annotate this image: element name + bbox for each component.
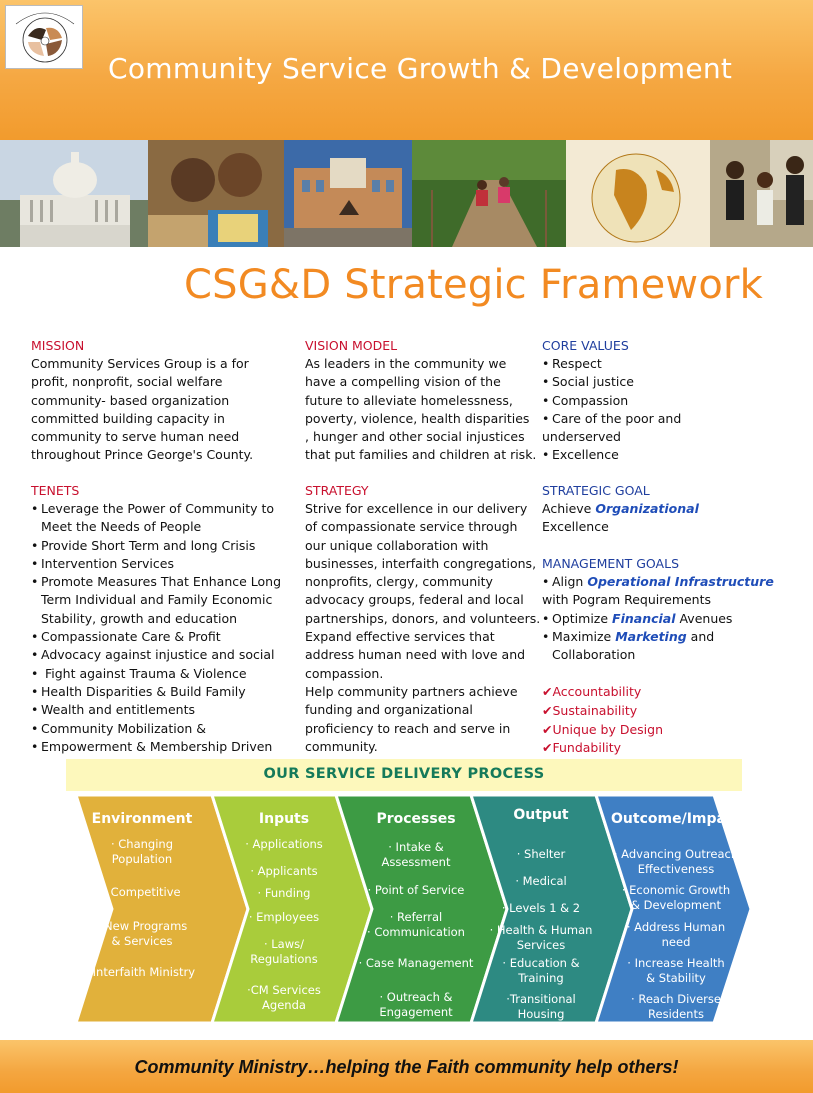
- vision-line: that put families and children at risk.: [305, 447, 537, 463]
- mission-line: committed building capacity in: [31, 410, 225, 426]
- core-value-continuation: underserved: [542, 429, 621, 445]
- header-title: Community Service Growth & Development: [108, 52, 733, 85]
- core-value-item: • Compassion: [542, 392, 629, 408]
- tenet-item: • Leverage the Power of Community to: [31, 501, 275, 516]
- process-item: ·Transitional Housing: [506, 992, 576, 1021]
- strategy-line: advocacy groups, federal and local: [305, 592, 524, 608]
- process-item: · Case Management: [358, 956, 474, 970]
- core-value-item: • Excellence: [542, 447, 619, 463]
- strategy-line: proficiency to reach and serve in: [305, 720, 511, 736]
- vision-heading: VISION MODEL: [305, 338, 398, 353]
- process-item: · Health & Human Services: [489, 923, 593, 952]
- strategy-line: of compassionate service through: [305, 519, 518, 535]
- strategy-line: Help community partners achieve: [305, 683, 518, 699]
- process-item: · Increase Health & Stability: [627, 956, 725, 985]
- vision-line: , hunger and other social injustices: [305, 429, 525, 445]
- strategy-line: Strive for excellence in our delivery: [305, 501, 528, 516]
- check-item: ✔Unique by Design: [542, 721, 664, 737]
- strategy-line: address human need with love and: [305, 647, 526, 663]
- process-item: ·CM Services Agenda: [247, 983, 321, 1012]
- service-process-title: OUR SERVICE DELIVERY PROCESS: [263, 766, 545, 782]
- strategy-heading: STRATEGY: [305, 483, 369, 498]
- service-process-diagram: [76, 795, 751, 1023]
- main-title: CSG&D Strategic Framework: [184, 262, 763, 308]
- process-item: · Laws/ Regulations: [250, 937, 318, 966]
- process-item: · Medical: [515, 874, 567, 888]
- process-item: · Referral · Communication: [367, 910, 465, 939]
- values-checklist: [542, 683, 663, 758]
- students-photo: [710, 140, 813, 247]
- tenets-heading: TENETS: [31, 483, 80, 498]
- tenets-list: [31, 500, 281, 756]
- process-item: · Outreach & Engagement: [379, 990, 453, 1019]
- process-item: · Employees: [248, 910, 320, 924]
- mission-line: throughout Prince George's County.: [31, 447, 254, 463]
- process-column-title: Outcome/Impact: [611, 811, 741, 827]
- footer-tagline: Community Ministry…helping the Faith community help others!: [134, 1057, 679, 1077]
- strategy-line: Expand effective services that: [305, 629, 495, 645]
- tenet-item: • Compassionate Care & Profit: [31, 629, 221, 645]
- strategic-goal-text: Achieve Organizational Excellence: [542, 501, 699, 535]
- organization-logo: [5, 5, 83, 69]
- tenet-item: • Fight against Trauma & Violence: [31, 665, 247, 681]
- strategy-line: nonprofits, clergy, community: [305, 574, 493, 590]
- core-value-item: • Social justice: [542, 374, 634, 390]
- service-process-title-bar: [66, 759, 742, 791]
- mission-line: community- based organization: [31, 392, 230, 408]
- core-values-heading: CORE VALUES: [542, 338, 629, 353]
- tenet-continuation: Term Individual and Family Economic: [41, 592, 273, 608]
- process-item: · Point of Service: [367, 883, 465, 897]
- core-value-item: • Care of the poor and: [542, 410, 682, 426]
- tenet-continuation: Meet the Needs of People: [41, 519, 202, 535]
- strategy-line: our unique collaboration with: [305, 537, 489, 553]
- process-item: · Competitive: [103, 885, 181, 899]
- process-item: · Applications: [245, 837, 323, 851]
- vision-line: future to alleviate homelessness,: [305, 392, 513, 408]
- vision-line: poverty, violence, health disparities: [305, 410, 530, 426]
- process-item: · Intake & Assessment: [381, 840, 451, 869]
- strategy-line: partnerships, donors, and volunteers.: [305, 610, 541, 626]
- process-item: · New Programs & Services: [96, 919, 188, 948]
- management-goal-item: • Maximize Marketing and: [542, 628, 715, 644]
- tenet-item: • Provide Short Term and long Crisis: [31, 537, 256, 553]
- vision-line: As leaders in the community we: [305, 356, 507, 371]
- tenet-item: • Health Disparities & Build Family: [31, 683, 246, 699]
- mission-line: profit, nonprofit, social welfare: [31, 374, 223, 390]
- photo-strip: [0, 140, 813, 247]
- tenet-item: • Community Mobilization &: [31, 720, 206, 736]
- tenet-continuation: Stability, growth and education: [41, 610, 238, 626]
- process-item: · Applicants: [250, 864, 318, 878]
- process-item: ·Interfaith Ministry: [88, 965, 196, 979]
- strategic-goal-heading: STRATEGIC GOAL: [542, 483, 650, 498]
- strategy-text: [305, 500, 540, 756]
- check-item: ✔Accountability: [542, 684, 642, 699]
- globe-photo: [566, 140, 710, 247]
- process-item: · Economic Growth & Development: [621, 883, 731, 912]
- vision-line: have a compelling vision of the: [305, 374, 501, 390]
- management-goals-list: [542, 573, 774, 664]
- government-building-photo: [284, 140, 412, 247]
- tenet-item: • Advocacy against injustice and social: [31, 647, 275, 663]
- tenet-item: • Intervention Services: [31, 555, 174, 571]
- process-column-title: Environment: [91, 811, 193, 827]
- management-goal-item: • Optimize Financial Avenues: [542, 610, 733, 626]
- core-values-list: [542, 355, 681, 465]
- core-value-item: • Respect: [542, 356, 602, 371]
- process-column-title: Processes: [376, 811, 456, 827]
- management-goal-continuation: Collaboration: [552, 647, 636, 663]
- capitol-building-photo: [0, 140, 148, 247]
- strategy-line: businesses, interfaith congregations,: [305, 555, 537, 571]
- check-item: ✔Fundability: [542, 740, 622, 756]
- cyclists-bridge-photo: [412, 140, 566, 247]
- tenet-item: • Promote Measures That Enhance Long: [31, 574, 282, 590]
- tenet-item: • Empowerment & Membership Driven: [31, 738, 273, 754]
- process-column-title: Output: [513, 807, 569, 823]
- process-item: · Shelter: [516, 847, 566, 861]
- process-item: · Funding: [257, 886, 311, 900]
- process-item: · Levels 1 & 2: [501, 901, 581, 915]
- mission-line: community to serve human need: [31, 429, 240, 445]
- process-item: · Advancing Outreach Effectiveness: [613, 847, 739, 876]
- process-column-title: Inputs: [258, 811, 310, 827]
- check-item: ✔Sustainability: [542, 702, 638, 718]
- strategy-line: funding and organizational: [305, 702, 473, 718]
- process-item: · Address Human need: [626, 920, 726, 949]
- mission-heading: MISSION: [31, 338, 85, 353]
- children-reading-photo: [148, 140, 284, 247]
- strategy-line: community.: [305, 738, 378, 754]
- tenet-item: • Wealth and entitlements: [31, 702, 195, 718]
- process-item: · Changing Population: [110, 837, 174, 866]
- mission-text: [31, 355, 253, 465]
- vision-text: [305, 355, 536, 465]
- management-goal-continuation: with Pogram Requirements: [542, 592, 712, 608]
- strategy-line: compassion.: [305, 665, 384, 681]
- management-goal-item: • Align Operational Infrastructure: [542, 574, 774, 589]
- process-item: · Reach Diverse Residents: [631, 992, 721, 1021]
- management-goals-heading: MANAGEMENT GOALS: [542, 556, 679, 571]
- mission-line: Community Services Group is a for: [31, 356, 249, 371]
- process-item: · Education & Training: [502, 956, 580, 985]
